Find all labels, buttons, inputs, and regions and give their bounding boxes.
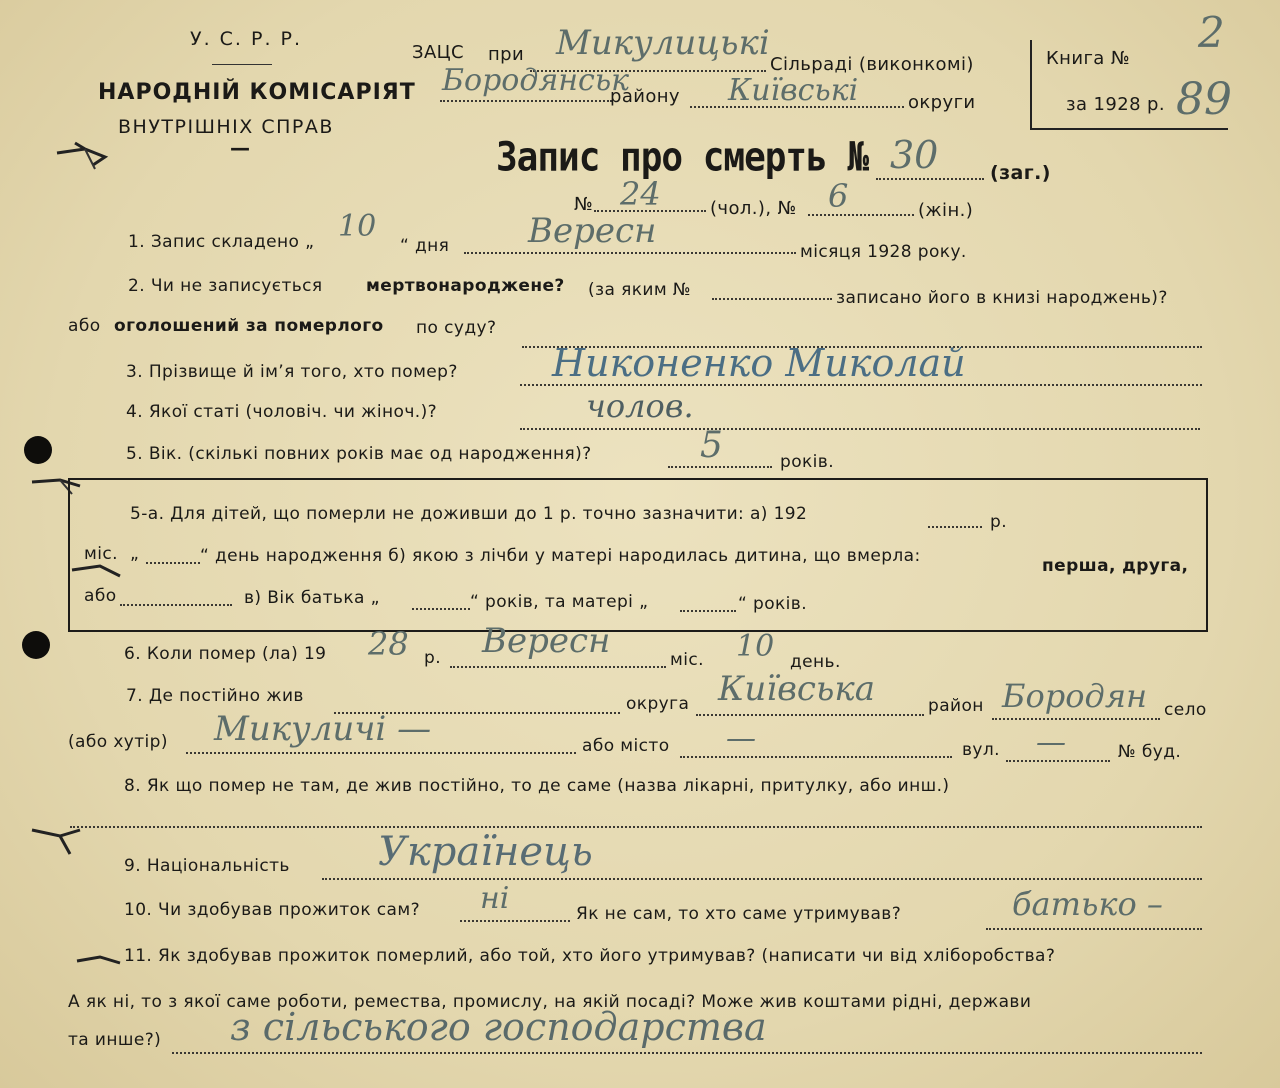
q10-label: 10. Чи здобував прожиток сам? <box>124 900 421 920</box>
q7-okruh-label: округа <box>626 694 690 714</box>
book-number-handwritten: 2 <box>1198 8 1225 57</box>
q6-month-line <box>450 666 666 668</box>
q2-which-label: (за яким № <box>588 280 691 300</box>
q7-raion-handwritten: Бородян <box>1002 677 1148 715</box>
q5a-line2: “ день народження б) якою з лічби у матері народилась дитина, що вмерла: <box>200 546 921 566</box>
q5a-quote-open: „ <box>130 544 140 564</box>
book-year-handwritten: 89 <box>1176 74 1232 125</box>
q11-line3: та инше?) <box>68 1030 162 1050</box>
q5a-or-label: або <box>84 586 117 606</box>
punch-hole-bottom <box>22 631 50 659</box>
male-label: (чол.), № <box>710 198 797 219</box>
q5-age-handwritten: 5 <box>700 425 723 466</box>
q11-line1: 11. Як здобував прожиток померлий, або той, хто його утримував? (написати чи від хліборобства? <box>124 946 1056 966</box>
header-rule <box>212 64 272 65</box>
district-label: району <box>610 86 680 107</box>
q3-name-line <box>520 384 1202 386</box>
male-no-label: № <box>574 194 594 215</box>
council-handwritten: Микулицькі <box>556 23 770 63</box>
q11-occupation-handwritten: з сільського господарства <box>230 1005 767 1049</box>
district-handwritten: Бородянськ <box>442 63 630 98</box>
q2-stillborn: мертвонароджене? <box>366 276 565 296</box>
q7-okruh-handwritten: Київська <box>718 669 876 709</box>
q6-month-handwritten: Вересн <box>482 621 611 661</box>
q5a-years-suffix: “ років. <box>738 594 808 614</box>
q7-khutir-label: (або хутір) <box>68 732 168 752</box>
q10-self-line <box>460 920 570 922</box>
q7-village-line <box>186 752 576 754</box>
q5a-father-line <box>412 608 470 610</box>
q5a-month-label: міс. <box>84 544 118 564</box>
book-year-label: за 1928 р. <box>1066 94 1166 115</box>
q6-year-suffix: р. <box>424 648 441 668</box>
q5a-line1: 5-а. Для дітей, що померли не доживши до 1 р. точно зазначити: а) 192 <box>130 504 808 524</box>
q7-raion-label: район <box>928 696 984 716</box>
book-label: Книга № <box>1046 48 1130 69</box>
q8-line <box>70 826 1202 828</box>
q2-label: 2. Чи не записується <box>128 276 323 296</box>
zag-label: (заг.) <box>990 162 1051 184</box>
q10-who-label: Як не сам, то хто саме утримував? <box>576 904 902 924</box>
q4-label: 4. Якої статі (чоловіч. чи жіноч.)? <box>126 402 438 422</box>
q7-label: 7. Де постійно жив <box>126 686 304 706</box>
q5-label: 5. Вік. (скількі повних років має од народження)? <box>126 444 592 464</box>
paper-tear-mark <box>55 135 115 175</box>
q1-day-label: “ дня <box>400 236 450 256</box>
q1-label: 1. Запис складено „ <box>128 232 315 252</box>
q1-month-label: місяця 1928 року. <box>800 242 967 262</box>
district-line <box>440 100 612 102</box>
q7-street-line <box>1006 760 1110 762</box>
ussr-label: У. С. Р. Р. <box>190 28 303 50</box>
q9-line <box>322 878 1202 880</box>
q10-who-line <box>986 928 1202 930</box>
q6-day-label: день. <box>790 652 841 672</box>
q7-city-label: або місто <box>582 736 670 756</box>
q2-recorded-label: записано його в книзі народжень)? <box>836 288 1168 308</box>
q6-year-handwritten: 28 <box>368 625 409 663</box>
q7-village-handwritten: Микуличі — <box>214 709 432 749</box>
q5-age-line <box>668 466 772 468</box>
record-title: Запис про смерть № <box>496 134 869 181</box>
q5a-mother-line <box>680 610 736 612</box>
okruh-handwritten: Київські <box>728 73 859 108</box>
internal-affairs-label: ВНУТРІШНІХ СПРАВ <box>118 116 334 138</box>
q11-line <box>172 1052 1202 1054</box>
paper-tear-mark <box>75 945 125 975</box>
punch-hole-top <box>24 436 52 464</box>
q7-city-handwritten: — <box>726 721 756 756</box>
q6-label: 6. Коли помер (ла) 19 <box>124 644 327 664</box>
q11-line2: А як ні, то з якої саме роботи, ремества, промислу, на якій посаді? Може жив коштами рідні, держави <box>68 992 1032 1012</box>
q6-day-handwritten: 10 <box>736 629 775 664</box>
q7-city-line <box>680 756 952 758</box>
female-count-handwritten: 6 <box>828 177 849 215</box>
female-count-line <box>808 214 914 216</box>
q5a-year-line <box>928 526 982 528</box>
q1-month-handwritten: Вересн <box>528 211 657 251</box>
record-number-handwritten: 30 <box>890 133 939 177</box>
q2-or-label: або <box>68 316 101 336</box>
q7-house-label: № буд. <box>1118 742 1182 762</box>
q2-number-line <box>712 298 832 300</box>
q3-label: 3. Прізвище й ім’я того, хто помер? <box>126 362 458 382</box>
pry-label: при <box>488 44 525 65</box>
q5a-year-suffix: р. <box>990 512 1007 532</box>
q2-court-label: по суду? <box>416 318 497 338</box>
q8-label: 8. Як що помер не там, де жив постійно, то де саме (назва лікарні, притулку, або инш.) <box>124 776 950 796</box>
council-label: Сільраді (виконкомі) <box>770 54 974 75</box>
male-count-handwritten: 24 <box>620 175 661 213</box>
q9-nationality-handwritten: Українець <box>378 829 593 875</box>
q9-label: 9. Національність <box>124 856 290 876</box>
q1-day-handwritten: 10 <box>338 209 377 244</box>
q7-okruh-line <box>696 714 924 716</box>
q5a-or-line <box>120 604 232 606</box>
q7-street-label: вул. <box>962 740 1000 760</box>
q5a-mother-label: “ років, та матері „ <box>470 592 649 612</box>
q4-sex-handwritten: чолов. <box>586 387 694 425</box>
q2-declared-dead: оголошений за померлого <box>114 316 384 336</box>
q5a-father-label: в) Вік батька „ <box>244 588 380 608</box>
q7-street-handwritten: — <box>1036 725 1066 760</box>
q7-raion-line <box>992 718 1160 720</box>
zags-label: ЗАЦС <box>412 42 464 63</box>
q6-month-label: міс. <box>670 650 704 670</box>
record-number-line <box>876 178 984 180</box>
header-dash: — <box>230 136 251 160</box>
commissariat-title: НАРОДНІЙ КОМІСАРІЯТ <box>98 80 416 105</box>
q4-sex-line <box>520 428 1200 430</box>
q10-self-handwritten: ні <box>480 881 510 916</box>
q5-years-label: років. <box>780 452 835 472</box>
q10-who-handwritten: батько – <box>1012 885 1163 923</box>
q1-month-line <box>464 252 796 254</box>
female-label: (жін.) <box>918 200 974 221</box>
okruh-line <box>690 106 904 108</box>
q7-village-label: село <box>1164 700 1207 720</box>
q5a-day-line <box>146 562 200 564</box>
q5a-first-second: перша, друга, <box>1042 556 1189 576</box>
q3-name-handwritten: Никоненко Миколай <box>552 341 966 385</box>
okruh-label: округи <box>908 92 976 113</box>
